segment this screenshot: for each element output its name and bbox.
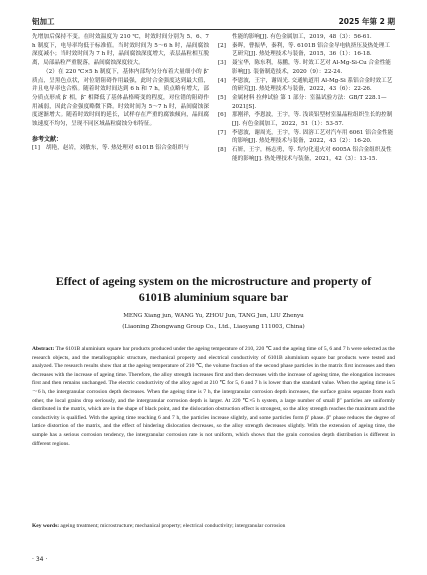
keywords-text: ageing treatment; microstructure; mechanical property; electrical conductivity; intergranular corrosion <box>60 523 286 529</box>
journal-name: 铝加工 <box>32 17 55 26</box>
body-paragraph: 先增加后保持不变。在时效温度为 210 ℃，时效时间分别为 5、6、7 h 制度下，电导率均低于标准值。当时效时间为 5～6 h 时，晶间腐蚀深度减小；当时效时间为 7 h 时，晶间腐蚀深度增大，表层晶粒相互脱离，局部晶粒严重脱落，晶间腐蚀深度较大。 <box>32 34 209 67</box>
english-authors: MENG Xiang jun, WANG Yu, ZHOU Jun, TANG Jun, LIU Zhenyu <box>123 313 304 319</box>
english-title <box>32 273 395 305</box>
right-column <box>218 33 395 164</box>
left-column <box>32 33 209 153</box>
abstract-label: Abstract: <box>32 346 55 352</box>
reference-item: [6] 那刚祥，李恩波，王宇，等. 浅谈铝型材室温晶粒组织生长的控制[J]. 有色金属加工，2022，51（1）：53-57. <box>218 112 393 128</box>
reference-item: [5] 金属材料 拉伸试验 第 1 部分：室温试验方法：GB/T 228.1—2021[S]. <box>218 94 387 110</box>
english-abstract <box>32 345 395 448</box>
header-divider <box>32 29 395 30</box>
english-keywords <box>32 522 395 530</box>
english-affiliation: (Liaoning Zhongwang Group Co., Ltd., Liaoyang 111003, China) <box>122 324 305 330</box>
english-title-line: 6101B aluminium square bar <box>138 290 289 304</box>
issue-label: 2025 年第 2 期 <box>338 17 395 26</box>
references-heading: 参考文献： <box>32 135 63 143</box>
abstract-text: The 6101B aluminium square bar products produced under the ageing temperature of 210, 220 ℃ and the ageing time of 5, 6 and 7 h were selected as the research objects, and the metallographic structure, mechanical property and electrical conductivity of 6101B aluminium square bar products were tested and analyzed. The research results show that at the ageing temperature of 210 ℃, the volume fraction of the second phase particles in the matrix first increases and then decreases with the increase of ageing time. Therefore, the alloy strength increases first and then decreases with the increase of ageing time, the elongation increases first and then remains unchanged. The electric conductivity of the alloy aged at 210 ℃ for 5, 6 and 7 h is lower than the standard value. When the ageing time is 5～6 h, the intergranular corrosion depth decreases. When the ageing time is 7 h, the intergranular corrosion depth increases, the surface grains separate from each other, the local grains drop seriously, and the intergranular corrosion depth is larger. At 220 ℃×5 h system, a large number of small β″ particles are uniformly distributed in the matrix, which are in the shape of black point, and the dislocation obstruction effect is strongest, so the alloy strength reaches the maximum and the conductivity is qualified. With the ageing time reaching 6 and 7 h, the particles increase slightly, and some particles form β′ phase. β″ phase reduces the degree of lattice distortion of the matrix, and the effect of hindering dislocation decreases, so the alloy strength decreases slightly. With the extension of ageing time, the sample has a serious corrosion tendency, the intergranular corrosion rate is not uniform, which shows that the grain corrosion depth distribution is different in different regions. <box>32 346 395 447</box>
reference-item: [7] 李恩波，谢周光，王宇，等. 固溶工艺对汽车用 6061 铝合金性能的影响[J]. 热处理技术与装备，2022，43（2）：16-20. <box>218 129 394 145</box>
reference-item: [4] 李恩波，王宇，谢周光. 交通轨道用 Al-Mg-Si 系铝合金时效工艺的研究[J]. 热处理技术与装备，2022，43（6）：22-26. <box>218 77 393 93</box>
page-number: · 34 · <box>32 556 48 563</box>
reference-item: [8] 石妍，王宇，杨志勇，等. 均匀化退火对 6005A 铝合金组织及性能的影响[J]. 热处理技术与装备，2021，42（3）：13-15. <box>218 147 392 162</box>
reference-item: [3] 聂宝华，陈东利，易鹏，等. 时效工艺对 Al-Mg-Si-Cu 合金性能影响[J]. 装备制造技术，2020（9）：22-24. <box>218 60 391 75</box>
reference-item: 性能的影响[J]. 有色金属加工，2019，48（3）：56-61. <box>232 34 372 40</box>
reference-item: [1] 胡艳，赵岩，刘敏东，等. 热处理对 6101B 铝合金组织与 <box>32 145 189 152</box>
keywords-label: Key words: <box>32 523 60 529</box>
body-paragraph: （2）在 220 ℃×5 h 制度下，基体内部均匀分布着大量细小的 β″ 质点，呈黑色点状，对位错阻碍作用最强，此时合金强度达到最大值，并且电导率也合格。随着时效时间达到 6 h 和 7 h，质点略有增大，部分质点形成 β′ 相，β″ 相降低了基体晶格畸变的程度，对位错的阻碍作用减弱，因此合金强度略微下降。时效时间为 5～7 h 时，晶间腐蚀深度逐渐增大。随着时效时间的延长，试样存在严重的腐蚀倾向，晶间腐蚀速度不均匀，呈现不同区域晶粒腐蚀分布特征。 <box>32 68 209 128</box>
english-title-line: Effect of ageing system on the microstructure and property of <box>55 274 372 288</box>
running-header <box>32 14 395 28</box>
reference-item: [2] 秦晖，曹振华，秦利，等. 6101B 铝合金导电轨挤压及热处理工艺研究[J]. 热处理技术与装备，2015，36（1）：16-18. <box>218 42 390 58</box>
